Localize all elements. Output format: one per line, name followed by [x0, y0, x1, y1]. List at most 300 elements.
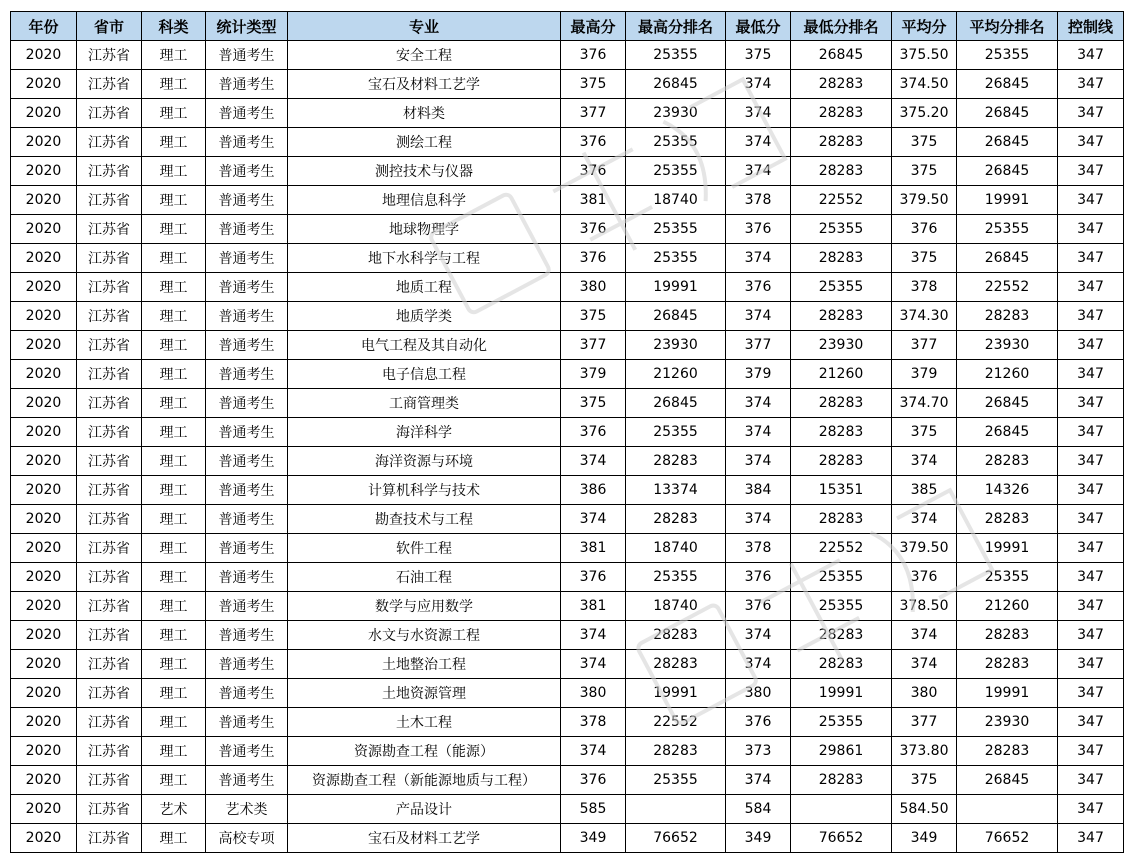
table-cell: 379.50	[892, 186, 957, 215]
table-cell: 普通考生	[206, 592, 288, 621]
table-cell: 23930	[626, 99, 726, 128]
table-cell: 数学与应用数学	[288, 592, 561, 621]
table-cell: 21260	[791, 360, 892, 389]
table-row	[11, 447, 1124, 476]
table-cell: 347	[1058, 215, 1124, 244]
table-cell	[791, 795, 892, 824]
table-cell: 19991	[957, 534, 1058, 563]
table-cell: 347	[1058, 766, 1124, 795]
table-cell: 380	[561, 273, 626, 302]
table-cell: 理工	[142, 331, 206, 360]
table-cell: 584	[726, 795, 791, 824]
table-cell: 2020	[11, 650, 77, 679]
table-cell: 375	[726, 41, 791, 70]
table-cell: 378	[561, 708, 626, 737]
table-cell: 28283	[791, 389, 892, 418]
table-cell: 374	[726, 128, 791, 157]
table-row	[11, 592, 1124, 621]
table-cell: 26845	[957, 157, 1058, 186]
table-cell: 26845	[626, 302, 726, 331]
table-cell: 21260	[957, 592, 1058, 621]
table-cell: 25355	[626, 418, 726, 447]
table-cell: 江苏省	[77, 650, 142, 679]
table-cell: 380	[726, 679, 791, 708]
table-cell: 25355	[791, 215, 892, 244]
table-cell: 勘查技术与工程	[288, 505, 561, 534]
table-cell: 23930	[626, 331, 726, 360]
table-cell	[957, 795, 1058, 824]
table-cell: 艺术类	[206, 795, 288, 824]
table-cell: 376	[892, 215, 957, 244]
table-cell: 376	[561, 157, 626, 186]
table-row	[11, 244, 1124, 273]
table-cell: 28283	[957, 737, 1058, 766]
table-cell: 25355	[791, 563, 892, 592]
table-cell: 374	[726, 447, 791, 476]
table-cell: 375	[561, 302, 626, 331]
table-cell	[626, 795, 726, 824]
table-cell: 22552	[791, 186, 892, 215]
table-row	[11, 215, 1124, 244]
table-cell: 76652	[626, 824, 726, 853]
table-cell: 25355	[626, 563, 726, 592]
table-cell: 28283	[791, 99, 892, 128]
table-cell: 江苏省	[77, 476, 142, 505]
table-cell: 江苏省	[77, 128, 142, 157]
table-cell: 普通考生	[206, 389, 288, 418]
table-cell: 377	[892, 708, 957, 737]
table-cell: 19991	[957, 679, 1058, 708]
table-cell: 374	[726, 389, 791, 418]
table-cell: 理工	[142, 563, 206, 592]
table-cell: 347	[1058, 650, 1124, 679]
table-cell: 374	[726, 70, 791, 99]
table-cell: 349	[561, 824, 626, 853]
table-cell: 378	[726, 534, 791, 563]
table-cell: 产品设计	[288, 795, 561, 824]
table-cell: 2020	[11, 244, 77, 273]
table-cell: 374	[561, 737, 626, 766]
table-cell: 376	[726, 708, 791, 737]
table-cell: 理工	[142, 592, 206, 621]
table-cell: 28283	[791, 157, 892, 186]
table-cell: 普通考生	[206, 447, 288, 476]
table-cell: 381	[561, 592, 626, 621]
table-cell: 普通考生	[206, 70, 288, 99]
table-cell: 374	[726, 766, 791, 795]
table-cell: 21260	[957, 360, 1058, 389]
table-cell: 28283	[957, 447, 1058, 476]
table-row	[11, 679, 1124, 708]
table-cell: 普通考生	[206, 99, 288, 128]
table-cell: 385	[892, 476, 957, 505]
table-cell: 测绘工程	[288, 128, 561, 157]
table-cell: 378	[892, 273, 957, 302]
table-cell: 理工	[142, 273, 206, 302]
table-cell: 普通考生	[206, 563, 288, 592]
table-cell: 2020	[11, 418, 77, 447]
header-row	[11, 12, 1124, 41]
table-cell: 25355	[791, 592, 892, 621]
table-cell: 15351	[791, 476, 892, 505]
table-row	[11, 505, 1124, 534]
table-cell: 374	[726, 157, 791, 186]
column-header: 专业	[288, 12, 561, 41]
table-cell: 28283	[791, 650, 892, 679]
table-cell: 石油工程	[288, 563, 561, 592]
table-cell: 普通考生	[206, 476, 288, 505]
table-cell: 海洋科学	[288, 418, 561, 447]
table-cell: 普通考生	[206, 418, 288, 447]
table-cell: 347	[1058, 360, 1124, 389]
table-row	[11, 621, 1124, 650]
table-cell: 2020	[11, 592, 77, 621]
column-header: 统计类型	[206, 12, 288, 41]
column-header: 省市	[77, 12, 142, 41]
table-cell: 380	[892, 679, 957, 708]
table-cell: 28283	[791, 505, 892, 534]
table-cell: 江苏省	[77, 244, 142, 273]
table-cell: 江苏省	[77, 592, 142, 621]
table-cell: 26845	[957, 70, 1058, 99]
table-cell: 电气工程及其自动化	[288, 331, 561, 360]
table-cell: 工商管理类	[288, 389, 561, 418]
table-cell: 347	[1058, 99, 1124, 128]
table-cell: 25355	[791, 708, 892, 737]
table-cell: 347	[1058, 795, 1124, 824]
table-cell: 2020	[11, 215, 77, 244]
table-cell: 普通考生	[206, 215, 288, 244]
table-cell: 普通考生	[206, 505, 288, 534]
table-cell: 347	[1058, 621, 1124, 650]
table-cell: 347	[1058, 186, 1124, 215]
table-cell: 理工	[142, 41, 206, 70]
table-row	[11, 563, 1124, 592]
table-cell: 378	[726, 186, 791, 215]
table-cell: 普通考生	[206, 244, 288, 273]
table-cell: 理工	[142, 418, 206, 447]
table-cell: 电子信息工程	[288, 360, 561, 389]
table-row	[11, 650, 1124, 679]
table-cell: 2020	[11, 41, 77, 70]
table-cell: 375	[892, 128, 957, 157]
table-cell: 江苏省	[77, 70, 142, 99]
table-row	[11, 99, 1124, 128]
table-cell: 江苏省	[77, 157, 142, 186]
table-cell: 2020	[11, 737, 77, 766]
table-cell: 375	[892, 766, 957, 795]
table-cell: 26845	[791, 41, 892, 70]
table-cell: 379	[726, 360, 791, 389]
table-cell: 25355	[626, 766, 726, 795]
table-cell: 2020	[11, 795, 77, 824]
table-cell: 18740	[626, 534, 726, 563]
table-cell: 理工	[142, 447, 206, 476]
table-cell: 地质学类	[288, 302, 561, 331]
table-cell: 普通考生	[206, 737, 288, 766]
table-cell: 374	[726, 418, 791, 447]
table-cell: 384	[726, 476, 791, 505]
table-cell: 江苏省	[77, 389, 142, 418]
table-cell: 28283	[791, 418, 892, 447]
table-cell: 26845	[626, 70, 726, 99]
table-cell: 374	[892, 505, 957, 534]
table-cell: 26845	[957, 766, 1058, 795]
table-body	[11, 41, 1124, 853]
table-cell: 18740	[626, 592, 726, 621]
table-cell: 江苏省	[77, 621, 142, 650]
column-header: 最高分	[561, 12, 626, 41]
table-cell: 测控技术与仪器	[288, 157, 561, 186]
table-cell: 29861	[791, 737, 892, 766]
table-cell: 585	[561, 795, 626, 824]
table-cell: 376	[561, 563, 626, 592]
table-cell: 14326	[957, 476, 1058, 505]
table-cell: 376	[726, 215, 791, 244]
table-cell: 2020	[11, 824, 77, 853]
table-cell: 28283	[957, 650, 1058, 679]
table-cell: 理工	[142, 70, 206, 99]
table-cell: 376	[892, 563, 957, 592]
table-cell: 2020	[11, 273, 77, 302]
table-cell: 374.70	[892, 389, 957, 418]
table-cell: 2020	[11, 679, 77, 708]
table-cell: 347	[1058, 157, 1124, 186]
table-cell: 高校专项	[206, 824, 288, 853]
table-cell: 地球物理学	[288, 215, 561, 244]
table-cell: 土地整治工程	[288, 650, 561, 679]
table-cell: 宝石及材料工艺学	[288, 70, 561, 99]
table-cell: 理工	[142, 360, 206, 389]
table-cell: 普通考生	[206, 360, 288, 389]
table-cell: 江苏省	[77, 186, 142, 215]
table-cell: 28283	[791, 766, 892, 795]
table-cell: 347	[1058, 418, 1124, 447]
column-header: 年份	[11, 12, 77, 41]
table-cell: 江苏省	[77, 418, 142, 447]
table-cell: 347	[1058, 447, 1124, 476]
table-cell: 理工	[142, 505, 206, 534]
table-cell: 347	[1058, 679, 1124, 708]
table-cell: 28283	[791, 447, 892, 476]
table-cell: 28283	[957, 621, 1058, 650]
table-cell: 宝石及材料工艺学	[288, 824, 561, 853]
table-cell: 28283	[791, 621, 892, 650]
table-row	[11, 795, 1124, 824]
table-cell: 19991	[791, 679, 892, 708]
table-cell: 374	[726, 99, 791, 128]
table-cell: 江苏省	[77, 534, 142, 563]
table-cell: 普通考生	[206, 679, 288, 708]
table-cell: 379.50	[892, 534, 957, 563]
table-cell: 26845	[957, 244, 1058, 273]
table-cell: 26845	[626, 389, 726, 418]
table-cell: 江苏省	[77, 447, 142, 476]
table-cell: 374	[726, 505, 791, 534]
table-cell: 376	[561, 128, 626, 157]
table-cell: 软件工程	[288, 534, 561, 563]
table-row	[11, 708, 1124, 737]
table-cell: 理工	[142, 824, 206, 853]
table-cell: 25355	[626, 41, 726, 70]
table-cell: 375	[561, 389, 626, 418]
table-cell: 2020	[11, 99, 77, 128]
table-row	[11, 41, 1124, 70]
table-cell: 28283	[626, 650, 726, 679]
table-cell: 347	[1058, 476, 1124, 505]
table-cell: 江苏省	[77, 563, 142, 592]
table-cell: 347	[1058, 534, 1124, 563]
table-cell: 347	[1058, 737, 1124, 766]
table-cell: 379	[892, 360, 957, 389]
table-cell: 理工	[142, 389, 206, 418]
table-cell: 25355	[626, 244, 726, 273]
table-cell: 22552	[957, 273, 1058, 302]
table-cell: 22552	[791, 534, 892, 563]
table-cell: 374	[892, 447, 957, 476]
table-cell: 江苏省	[77, 766, 142, 795]
table-cell: 水文与水资源工程	[288, 621, 561, 650]
column-header: 科类	[142, 12, 206, 41]
table-cell: 25355	[626, 157, 726, 186]
table-cell: 375	[892, 418, 957, 447]
table-cell: 18740	[626, 186, 726, 215]
table-cell: 土木工程	[288, 708, 561, 737]
table-cell: 386	[561, 476, 626, 505]
table-cell: 28283	[957, 302, 1058, 331]
table-cell: 19991	[626, 679, 726, 708]
table-cell: 347	[1058, 70, 1124, 99]
table-cell: 375	[892, 157, 957, 186]
table-row	[11, 389, 1124, 418]
table-cell: 海洋资源与环境	[288, 447, 561, 476]
table-cell: 普通考生	[206, 186, 288, 215]
table-cell: 2020	[11, 534, 77, 563]
table-cell: 普通考生	[206, 273, 288, 302]
table-cell: 资源勘查工程（新能源地质与工程）	[288, 766, 561, 795]
table-cell: 艺术	[142, 795, 206, 824]
table-cell: 19991	[626, 273, 726, 302]
table-cell: 28283	[957, 505, 1058, 534]
table-cell: 376	[726, 592, 791, 621]
table-cell: 江苏省	[77, 302, 142, 331]
table-cell: 28283	[626, 505, 726, 534]
table-cell: 376	[561, 244, 626, 273]
table-cell: 347	[1058, 331, 1124, 360]
table-cell: 26845	[957, 389, 1058, 418]
table-row	[11, 157, 1124, 186]
column-header: 平均分	[892, 12, 957, 41]
table-cell: 普通考生	[206, 302, 288, 331]
table-cell: 2020	[11, 708, 77, 737]
table-cell: 普通考生	[206, 534, 288, 563]
table-cell: 374	[892, 650, 957, 679]
table-cell: 378.50	[892, 592, 957, 621]
table-cell: 23930	[957, 708, 1058, 737]
table-cell: 347	[1058, 824, 1124, 853]
table-cell: 地下水科学与工程	[288, 244, 561, 273]
table-cell: 23930	[791, 331, 892, 360]
table-cell: 2020	[11, 186, 77, 215]
table-row	[11, 186, 1124, 215]
table-cell: 379	[561, 360, 626, 389]
table-row	[11, 737, 1124, 766]
table-cell: 377	[892, 331, 957, 360]
table-cell: 373.80	[892, 737, 957, 766]
table-cell: 理工	[142, 186, 206, 215]
column-header: 控制线	[1058, 12, 1124, 41]
table-cell: 26845	[957, 128, 1058, 157]
table-row	[11, 534, 1124, 563]
table-cell: 地理信息科学	[288, 186, 561, 215]
table-cell: 377	[561, 331, 626, 360]
table-cell: 2020	[11, 389, 77, 418]
table-cell: 376	[726, 273, 791, 302]
column-header: 平均分排名	[957, 12, 1058, 41]
table-cell: 普通考生	[206, 708, 288, 737]
table-cell: 2020	[11, 563, 77, 592]
table-cell: 28283	[626, 447, 726, 476]
table-cell: 347	[1058, 592, 1124, 621]
table-cell: 347	[1058, 563, 1124, 592]
table-cell: 25355	[626, 128, 726, 157]
table-cell: 375	[892, 244, 957, 273]
table-cell: 374	[726, 244, 791, 273]
table-cell: 2020	[11, 157, 77, 186]
table-cell: 普通考生	[206, 331, 288, 360]
table-cell: 374	[561, 505, 626, 534]
table-cell: 理工	[142, 737, 206, 766]
table-cell: 2020	[11, 766, 77, 795]
table-cell: 375	[561, 70, 626, 99]
column-header: 最高分排名	[626, 12, 726, 41]
table-cell: 381	[561, 534, 626, 563]
table-cell: 江苏省	[77, 737, 142, 766]
table-cell: 377	[561, 99, 626, 128]
table-row	[11, 331, 1124, 360]
table-cell: 347	[1058, 244, 1124, 273]
table-cell: 理工	[142, 621, 206, 650]
table-cell: 376	[561, 766, 626, 795]
table-cell: 江苏省	[77, 41, 142, 70]
table-cell: 25355	[957, 215, 1058, 244]
table-cell: 376	[561, 418, 626, 447]
table-row	[11, 70, 1124, 99]
table-cell: 374	[561, 621, 626, 650]
table-cell: 347	[1058, 128, 1124, 157]
table-cell: 普通考生	[206, 621, 288, 650]
table-cell: 375.50	[892, 41, 957, 70]
table-row	[11, 302, 1124, 331]
table-cell: 2020	[11, 476, 77, 505]
table-cell: 349	[726, 824, 791, 853]
table-cell: 理工	[142, 215, 206, 244]
table-cell: 理工	[142, 766, 206, 795]
table-cell: 2020	[11, 70, 77, 99]
table-cell: 江苏省	[77, 215, 142, 244]
table-cell: 374	[561, 650, 626, 679]
table-cell: 374	[726, 302, 791, 331]
table-cell: 22552	[626, 708, 726, 737]
table-cell: 374.50	[892, 70, 957, 99]
column-header: 最低分	[726, 12, 791, 41]
table-cell: 28283	[626, 737, 726, 766]
table-cell: 江苏省	[77, 824, 142, 853]
table-row	[11, 360, 1124, 389]
table-cell: 理工	[142, 476, 206, 505]
table-cell: 江苏省	[77, 795, 142, 824]
table-row	[11, 766, 1124, 795]
